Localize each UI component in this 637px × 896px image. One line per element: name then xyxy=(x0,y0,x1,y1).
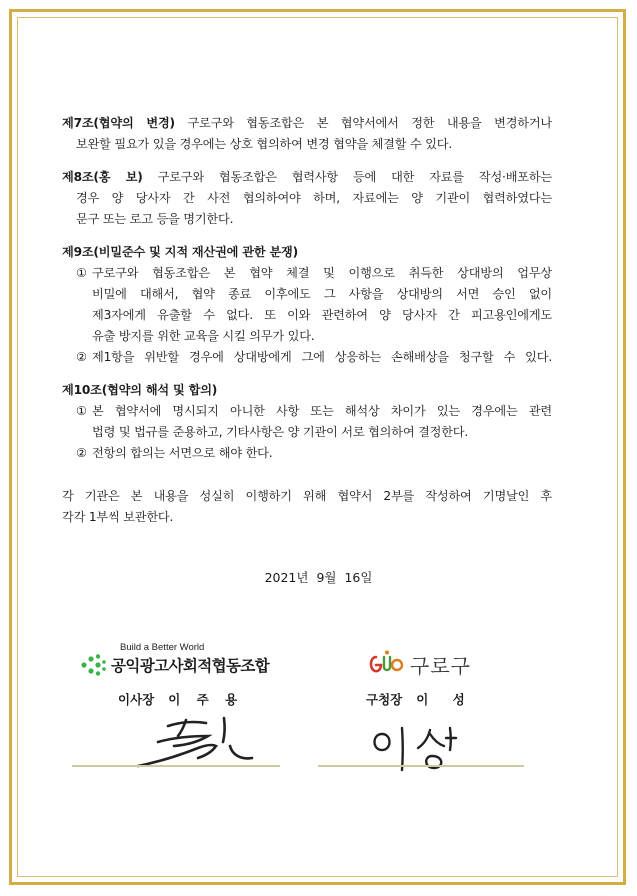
article-7-line-1: 구로구와 협동조합은 본 협약서에서 정한 내용을 변경하거나 xyxy=(187,116,553,130)
article-7 xyxy=(62,113,552,155)
article-10-item-1-line-2: 법령 및 법규를 준용하고, 기타사항은 양 기관이 서로 협의하여 결정한다. xyxy=(92,425,469,439)
article-8-title: 제8조(홍 보) xyxy=(62,170,143,184)
article-9-item-2-line-1: 제1항을 위반할 경우에 상대방에게 그에 상응하는 손해배상을 청구할 수 있다. xyxy=(92,350,552,364)
article-10-title: 제10조(협약의 해석 및 합의) xyxy=(62,383,218,397)
agreement-date: 2021년 9월 16일 xyxy=(264,570,373,585)
article-9 xyxy=(62,242,552,368)
article-8 xyxy=(62,167,552,230)
article-8-line-3: 문구 또는 로고 등을 명기한다. xyxy=(76,212,234,226)
article-9-item-1-line-3: 제3자에게 유출할 수 없다. 또 이와 관련하여 양 당사자 간 피고용인에게도 xyxy=(92,308,552,322)
article-9-item-2 xyxy=(62,347,552,368)
article-10-item-2-line-1: 전항의 합의는 서면으로 해야 한다. xyxy=(92,446,273,460)
dot-cluster-logo-icon xyxy=(80,654,106,676)
closing-statement xyxy=(62,486,552,528)
closing-line-1: 각 기관은 본 내용을 성실히 이행하기 위해 협약서 2부를 작성하여 기명날인 후 xyxy=(62,489,552,503)
article-9-item-1 xyxy=(62,263,552,347)
title-label: 구청장 xyxy=(366,692,403,707)
article-10-item-1 xyxy=(62,401,552,443)
article-8-line-1: 구로구와 협동조합은 협력사항 등에 대한 자료를 작성·배포하는 xyxy=(157,170,552,184)
guro-gu-emblem-icon xyxy=(366,649,404,679)
closing-line-2: 각각 1부씩 보관한다. xyxy=(62,510,174,524)
org-name-left: 공익광고사회적협동조합 xyxy=(111,657,270,675)
article-10-item-2 xyxy=(62,443,552,464)
article-10 xyxy=(62,380,552,464)
article-9-item-1-line-1: 구로구와 협동조합은 본 협약 체결 및 이행으로 취득한 상대방의 업무상 xyxy=(92,266,552,280)
article-8-line-2: 경우 양 당사자 간 사전 협의하여야 하며, 자료에는 양 기관이 협력하였다는 xyxy=(76,191,552,205)
signatory-left-title xyxy=(118,690,243,708)
article-10-item-1-line-1: 본 협약서에 명시되지 아니한 사항 또는 해석상 차이가 있는 경우에는 관련 xyxy=(92,404,552,418)
signatory-left-name: 이 주 용 xyxy=(168,692,244,707)
title-label: 이사장 xyxy=(118,692,155,707)
article-9-title: 제9조(비밀준수 및 지적 재산권에 관한 분쟁) xyxy=(62,245,298,259)
org-tagline: Build a Better World xyxy=(120,642,205,653)
article-9-item-1-line-2: 비밀에 대해서, 협약 종료 이후에도 그 사항을 상대방의 서면 승인 없이 xyxy=(92,287,552,301)
agreement-body xyxy=(62,113,552,528)
item-number: ① xyxy=(76,404,87,418)
article-9-item-1-line-4: 유출 방지를 위한 교육을 시킬 의무가 있다. xyxy=(92,329,315,343)
item-number: ② xyxy=(76,446,87,460)
item-number: ① xyxy=(76,266,87,280)
item-number: ② xyxy=(76,350,87,364)
article-7-title: 제7조(협약의 변경) xyxy=(62,116,175,130)
signature-left-icon xyxy=(128,712,258,772)
org-name-right: 구로구 xyxy=(410,654,471,678)
signature-line-left xyxy=(72,765,280,767)
signatory-right-title xyxy=(366,690,465,708)
signature-line-right xyxy=(318,765,524,767)
signatory-right-name: 이 성 xyxy=(416,692,465,707)
article-7-line-2: 보완할 필요가 있을 경우에는 상호 협의하여 변경 협약을 체결할 수 있다. xyxy=(76,137,453,151)
